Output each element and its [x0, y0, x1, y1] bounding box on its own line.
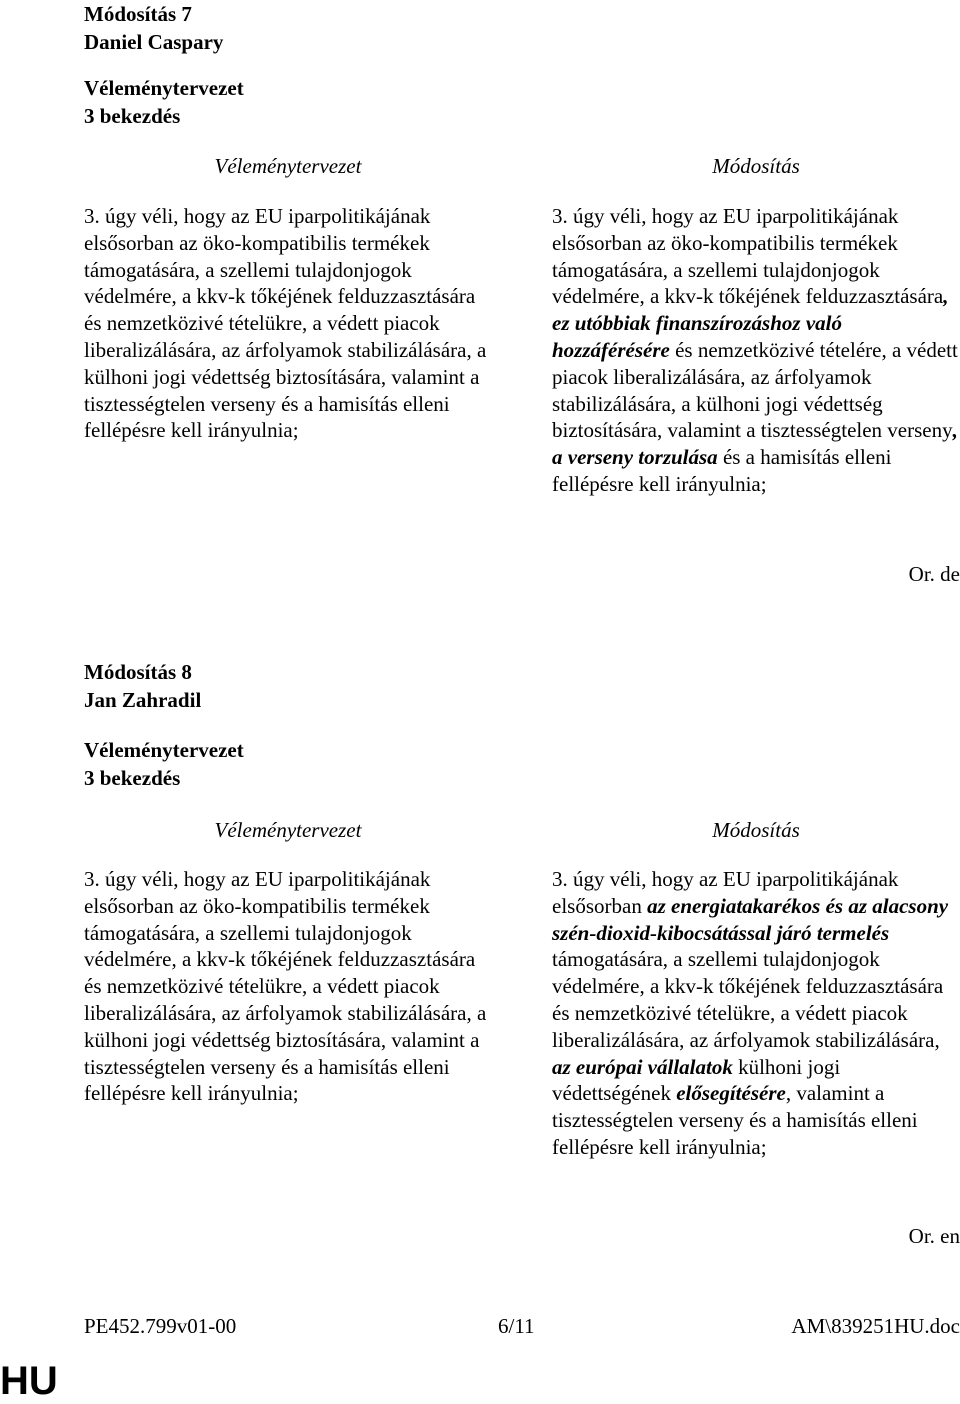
inserted-text-segment: , a verseny torzulása: [552, 418, 958, 470]
document-reference: Véleménytervezet: [84, 738, 244, 762]
amendment-7-left-header: [84, 152, 492, 182]
text-segment: 3. úgy véli, hogy az EU iparpolitikájának elsősorban: [552, 867, 899, 918]
amendment-8-original-text: [84, 866, 492, 1107]
amended-paragraph: [552, 203, 960, 498]
amendment-7-amended-text: [552, 203, 960, 498]
original-paragraph: 3. úgy véli, hogy az EU iparpolitikájának elsősorban az öko-kompatibilis termékek támogatására, a szellemi tulajdonjogok védelmére, a kkv-k tőkéjének felduzzasztására és nemzetközivé tételükre, a védett piacok liberalizálására, az árfolyamok stabilizálására, a külhoni jogi védettség biztosítására, valamint a tisztességtelen verseny és a hamisítás elleni fellépésre kell irányulnia;: [84, 204, 487, 443]
amendment-7-right-header: [552, 152, 960, 182]
text-segment: külhoni jogi védettségének: [552, 1054, 841, 1106]
amendment-8-heading: [84, 658, 201, 714]
footer-file-reference: AM\839251HU.doc: [791, 1314, 960, 1338]
paragraph-reference: 3 bekezdés: [84, 104, 181, 128]
paragraph-reference: 3 bekezdés: [84, 766, 181, 790]
inserted-text-segment: az európai vállalatok: [552, 1054, 733, 1079]
column-header-amendment: Módosítás: [712, 818, 800, 842]
text-segment: 3. úgy véli, hogy az EU iparpolitikájának elsősorban az öko-kompatibilis termékek támogatására, a szellemi tulajdonjogok védelmére, a kkv-k tőkéjének felduzzasztására: [552, 204, 944, 309]
column-header-draft-opinion: Véleménytervezet: [214, 818, 362, 842]
text-segment: , valamint a tisztességtelen verseny és a hamisítás elleni fellépésre kell irányulnia;: [552, 1081, 918, 1159]
original-language-de: Or. de: [908, 562, 960, 586]
footer-language-code: HU: [0, 1359, 58, 1403]
inserted-text-segment: az energiatakarékos és az alacsony szén-dioxid-kibocsátással járó termelés: [552, 893, 949, 945]
document-reference: Véleménytervezet: [84, 76, 244, 100]
inserted-text-segment: , ez utóbbiak finanszírozáshoz való hozzáférésére: [552, 284, 949, 362]
amendment-8-amended-text: [552, 866, 960, 1161]
amendment-author: Daniel Caspary: [84, 30, 224, 54]
text-segment: támogatására, a szellemi tulajdonjogok védelmére, a kkv-k tőkéjének felduzzasztására és nemzetközivé tételükre, a védett piacok liberalizálására, az árfolyamok stabilizálására,: [552, 947, 944, 1052]
column-header-amendment: Módosítás: [712, 154, 800, 178]
text-segment: és nemzetközivé tételére, a védett piacok liberalizálására, az árfolyamok stabilizálására, a külhoni jogi védettség biztosítására, valamint a tisztességtelen verseny: [552, 337, 958, 443]
footer-document-code: PE452.799v01-00: [84, 1314, 237, 1338]
amended-paragraph: [552, 866, 960, 1161]
amendment-7-original-text: [84, 203, 492, 444]
amendment-author: Jan Zahradil: [84, 688, 202, 712]
amendment-title: Módosítás 7: [84, 2, 192, 26]
amendment-title: Módosítás 8: [84, 660, 192, 684]
amendment-8-right-header: [552, 816, 960, 846]
original-language-en: Or. en: [908, 1224, 960, 1248]
original-paragraph: 3. úgy véli, hogy az EU iparpolitikájának elsősorban az öko-kompatibilis termékek támogatására, a szellemi tulajdonjogok védelmére, a kkv-k tőkéjének felduzzasztására és nemzetközivé tételükre, a védett piacok liberalizálására, az árfolyamok stabilizálására, a külhoni jogi védettség biztosítására, valamint a tisztességtelen verseny és a hamisítás elleni fellépésre kell irányulnia;: [84, 867, 487, 1106]
text-segment: és a hamisítás elleni fellépésre kell irányulnia;: [552, 445, 892, 496]
column-header-draft-opinion: Véleménytervezet: [214, 154, 362, 178]
amendment-8-left-header: [84, 816, 492, 846]
inserted-text-segment: elősegítésére: [676, 1081, 786, 1106]
amendment-7-heading: [84, 0, 223, 56]
footer-page-number: 6/11: [498, 1314, 535, 1338]
amendment-7-reference: [84, 74, 244, 130]
amendment-8-reference: [84, 736, 244, 792]
